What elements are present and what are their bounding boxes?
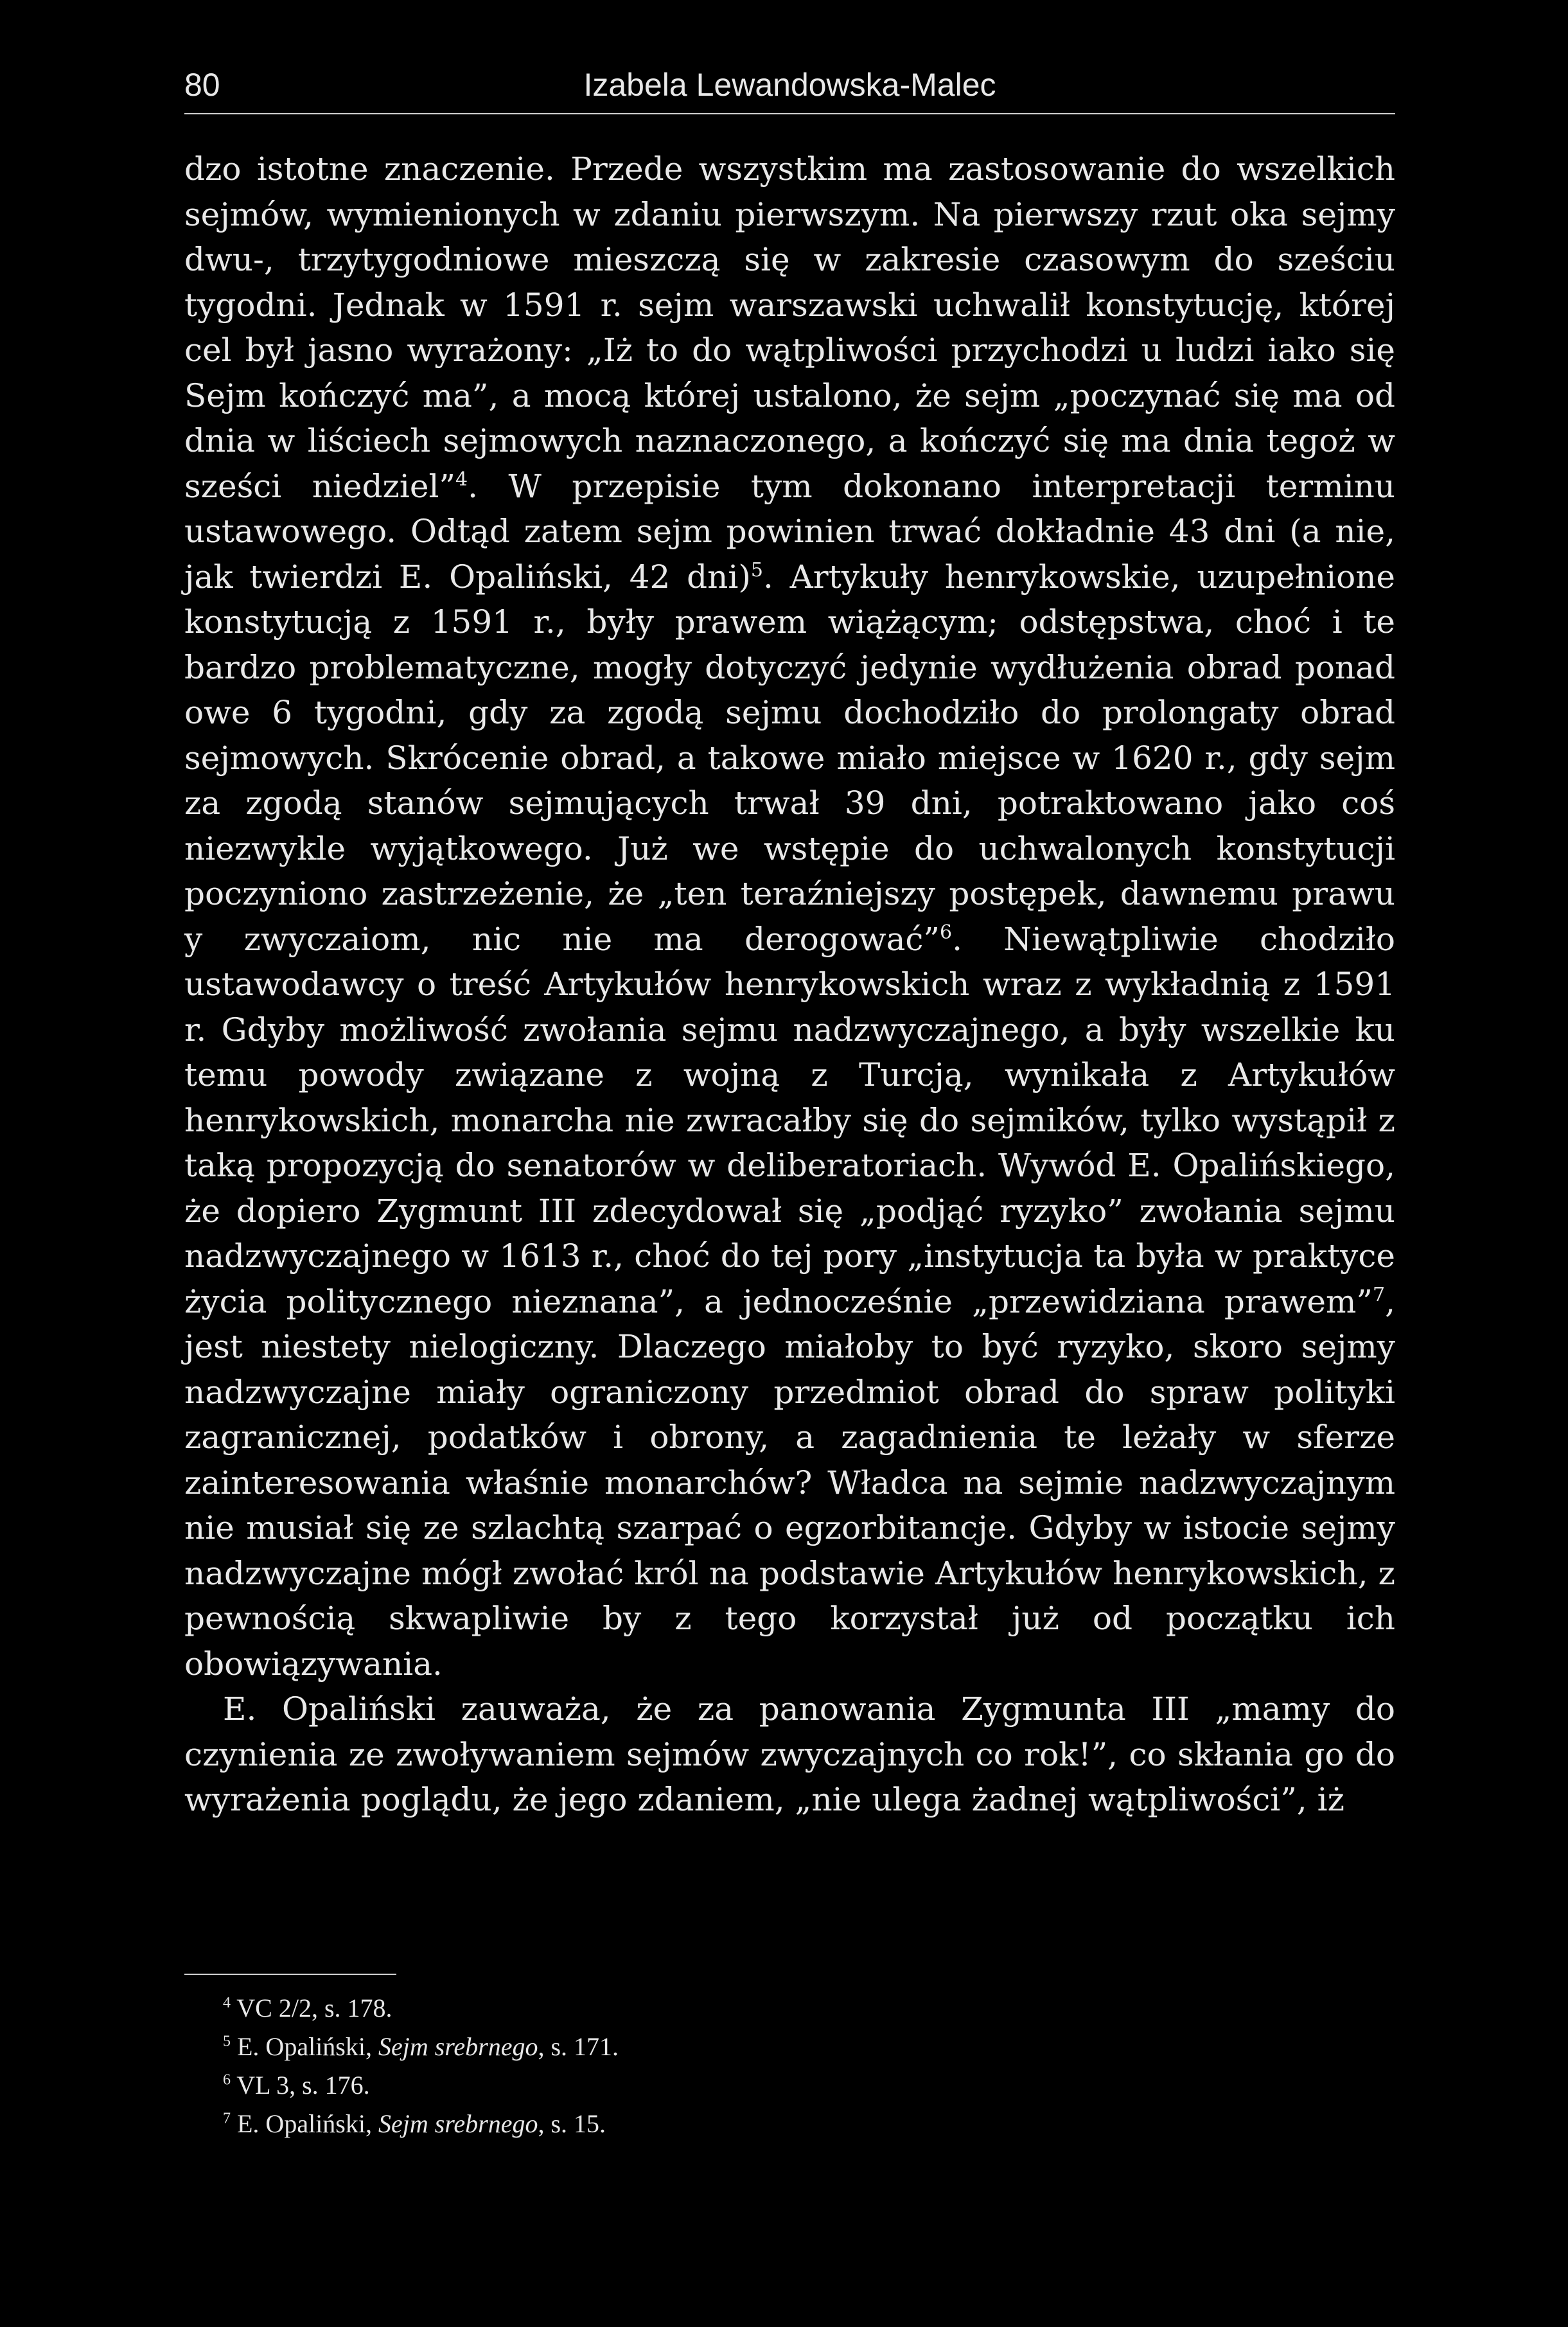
footnote-7: $^7$ E. Opaliński, Sejm srebrnego, s. 15. bbox=[223, 2109, 606, 2138]
paragraph: E. Opaliński zauważa, że za panowania Zygmunta III „mamy do czynienia ze zwoływaniem sejmów zwyczajnych co rok!”, co skłania go do wyrażenia poglądu, że jego zdaniem, „nie ulega żadnej wątpliwości”, iż bbox=[184, 1690, 1395, 1818]
footnotes bbox=[184, 1989, 1395, 2143]
footnote-4: $^4$ VC 2/2, s. 178. bbox=[223, 1994, 392, 2022]
running-head: Izabela Lewandowska-Malec bbox=[583, 67, 996, 103]
footnote-6: $^6$ VL 3, s. 176. bbox=[223, 2071, 370, 2100]
paragraph: dzo istotne znaczenie. Przede wszystkim ma zastosowanie do wszelkich sejmów, wymienionych w zdaniu pierwszym. Na pierwszy rzut oka sejmy dwu-, trzytygodniowe mieszczą się w zakresie czasowym do sześciu tygodni. Jednak w 1591 r. sejm warszawski uchwalił konstytucję, której cel był jasno wyrażony: „Iż to do wątpliwości przychodzi u ludzi iako się Sejm kończyć ma”, a mocą której ustalono, że sejm „poczynać się ma od dnia w liściech sejmowych naznaczonego, a kończyć się ma dnia tegoż w sześci niedziel”$^4$. W przepisie tym dokonano interpretacji terminu ustawowego. Odtąd zatem sejm powinien trwać dokładnie 43 dni (a nie, jak twierdzi E. Opaliński, 42 dni)$^5$. Artykuły henrykowskie, uzupełnione konstytucją z 1591 r., były prawem wiążącym; odstępstwa, choć i te bardzo problematyczne, mogły dotyczyć jedynie wydłużenia obrad ponad owe 6 tygodni, gdy za zgodą sejmu dochodziło do prolongaty obrad sejmowych. Skrócenie obrad, a takowe miało miejsce w 1620 r., gdy sejm za zgodą stanów sejmujących trwał 39 dni, potraktowano jako coś niezwykle wyjątkowego. Już we wstępie do uchwalonych konstytucji poczyniono zastrzeżenie, że „ten teraźniejszy postępek, dawnemu prawu y zwyczaiom, nic nie ma derogować”$^6$. Niewątpliwie chodziło ustawodawcy o treść Artykułów henrykowskich wraz z wykładnią z 1591 r. Gdyby możliwość zwołania sejmu nadzwyczajnego, a były wszelkie ku temu powody związane z wojną z Turcją, wynikała z Artykułów henrykowskich, monarcha nie zwracałby się do sejmików, tylko wystąpił z taką propozycją do senatorów w deliberatoriach. Wywód E. Opalińskiego, że dopiero Zygmunt III zdecydował się „podjąć ryzyko” zwołania sejmu nadzwyczajnego w 1613 r., choć do tej pory „instytucja ta była w praktyce życia politycznego nieznana”, a jednocześnie „przewidziana prawem”$^7$, jest niestety nielogiczny. Dlaczego miałoby to być ryzyko, skoro sejmy nadzwyczajne miały ograniczony przedmiot obrad do spraw polityki zagranicznej, podatków i obrony, a zagadnienia te leżały w sferze zainteresowania właśnie monarchów? Władca na sejmie nadzwyczajnym nie musiał się ze szlachtą szarpać o egzorbitancje. Gdyby w istocie sejmy nadzwyczajne mógł zwołać król na podstawie Artykułów henrykowskich, z pewnością skwapliwie by z tego korzystał już od początku ich obowiązywania. bbox=[184, 150, 1395, 1683]
footnote-ref-4[interactable]: 4 bbox=[455, 468, 468, 491]
header-rule bbox=[184, 113, 1395, 114]
cited-title: Sejm srebrnego bbox=[378, 2032, 538, 2061]
cited-title: Sejm srebrnego bbox=[378, 2109, 538, 2138]
page-number: 80 bbox=[184, 67, 220, 103]
footnote-rule bbox=[184, 1974, 396, 1975]
book-page bbox=[184, 0, 1395, 2327]
footnote-ref-6[interactable]: 6 bbox=[939, 921, 953, 944]
footnote-ref-5[interactable]: 5 bbox=[750, 558, 763, 581]
page-header bbox=[184, 62, 1395, 108]
footnote-5: $^5$ E. Opaliński, Sejm srebrnego, s. 171. bbox=[223, 2032, 619, 2061]
body-text bbox=[184, 146, 1395, 1823]
footnote-ref-7[interactable]: 7 bbox=[1373, 1283, 1386, 1306]
